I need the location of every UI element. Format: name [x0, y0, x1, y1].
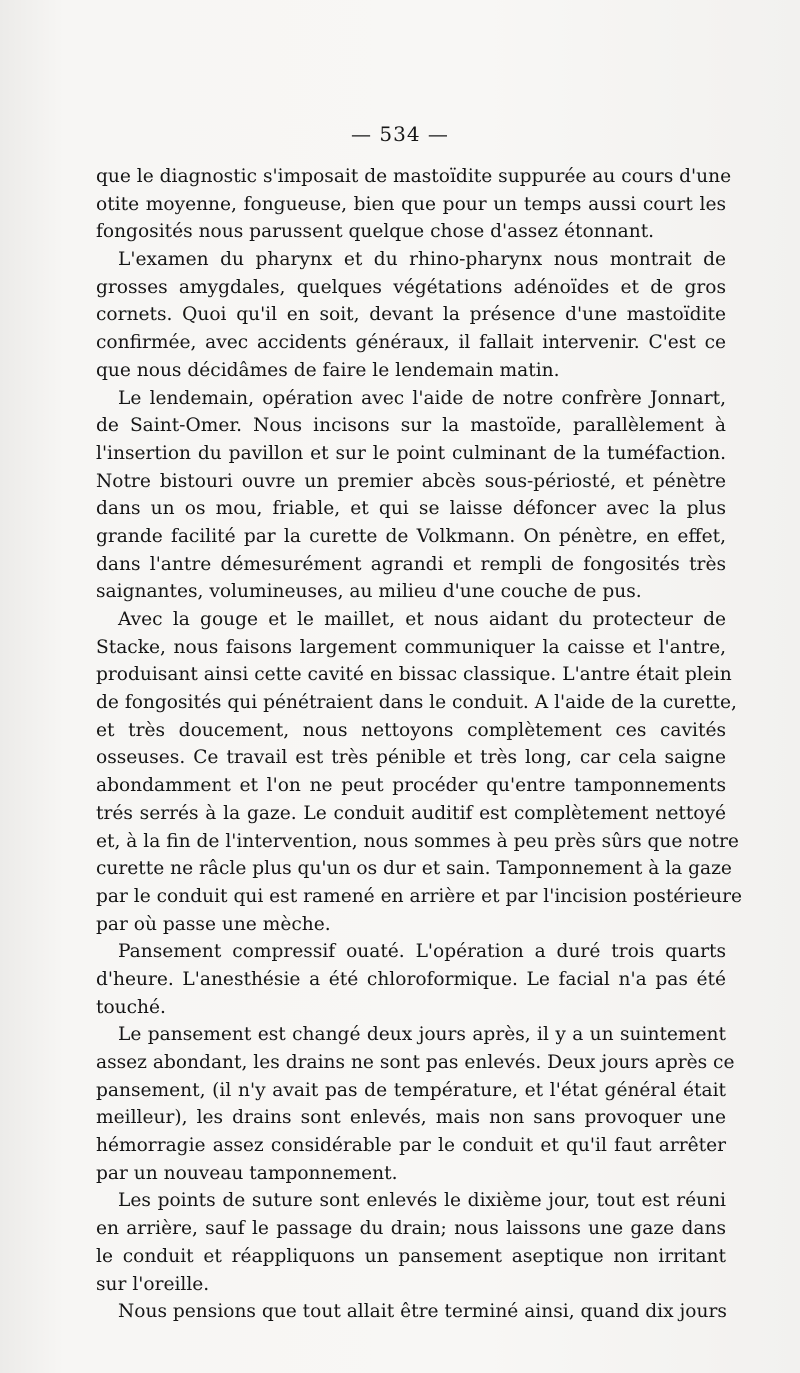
text-line: hémorragie assez considérable par le conduit et qu'il faut arrêter: [96, 1135, 726, 1157]
text-line: fongosités nous parussent quelque chose d'assez étonnant.: [96, 221, 655, 243]
body-text: [96, 163, 743, 1326]
text-line: otite moyenne, fongueuse, bien que pour un temps aussi court les: [96, 193, 726, 215]
text-line: Nous pensions que tout allait être terminé ainsi, quand dix jours: [118, 1301, 727, 1323]
text-line: cornets. Quoi qu'il en soit, devant la présence d'une mastoïdite: [96, 304, 726, 326]
text-line: Les points de suture sont enlevés le dixième jour, tout est réuni: [118, 1190, 726, 1212]
text-line: Le pansement est changé deux jours après, il y a un suintement: [118, 1024, 726, 1046]
text-line: et très doucement, nous nettoyons complètement ces cavités: [96, 719, 726, 741]
text-line: L'examen du pharynx et du rhino-pharynx nous montrait de: [118, 249, 726, 271]
text-line: que le diagnostic s'imposait de mastoïdite suppurée au cours d'une: [96, 166, 732, 187]
text-line: l'insertion du pavillon et sur le point culminant de la tuméfaction.: [96, 442, 726, 464]
text-line: dans un os mou, friable, et qui se laisse défoncer avec la plus: [96, 498, 726, 520]
text-line: trés serrés à la gaze. Le conduit auditif est complètement nettoyé: [96, 802, 726, 824]
text-line: produisant ainsi cette cavité en bissac classique. L'antre était plein: [96, 664, 732, 686]
text-line: le conduit et réappliquons un pansement aseptique non irritant: [96, 1245, 726, 1267]
text-line: de fongosités qui pénétraient dans le conduit. A l'aide de la curette,: [96, 692, 737, 714]
text-line: de Saint-Omer. Nous incisons sur la mastoïde, parallèlement à: [96, 415, 726, 437]
text-line: Stacke, nous faisons largement communiquer la caisse et l'antre,: [96, 636, 726, 658]
text-line: curette ne râcle plus qu'un os dur et sain. Tamponnement à la gaze: [96, 858, 732, 880]
text-line: saignantes, volumineuses, au milieu d'une couche de pus.: [96, 581, 642, 603]
text-line: assez abondant, les drains ne sont pas enlevés. Deux jours après ce: [96, 1052, 735, 1073]
text-line: par où passe une mèche.: [96, 913, 331, 935]
text-line: que nous décidâmes de faire le lendemain matin.: [96, 359, 560, 381]
text-line: abondamment et l'on ne peut procéder qu'entre tamponnements: [96, 775, 726, 797]
text-line: grosses amygdales, quelques végétations adénoïdes et de gros: [96, 276, 726, 298]
text-line: Pansement compressif ouaté. L'opération a duré trois quarts: [118, 941, 726, 963]
text-line: confirmée, avec accidents généraux, il fallait intervenir. C'est ce: [96, 332, 726, 354]
text-line: par un nouveau tamponnement.: [96, 1162, 398, 1184]
text-line: d'heure. L'anesthésie a été chloroformique. Le facial n'a pas été: [96, 968, 726, 990]
text-line: sur l'oreille.: [96, 1273, 210, 1295]
text-line: meilleur), les drains sont enlevés, mais non sans provoquer une: [96, 1107, 726, 1129]
text-line: osseuses. Ce travail est très pénible et très long, car cela saigne: [96, 747, 726, 769]
page-number: — 534 —: [351, 122, 449, 146]
text-line: Avec la gouge et le maillet, et nous aidant du protecteur de: [118, 609, 726, 630]
text-line: et, à la fin de l'intervention, nous sommes à peu près sûrs que notre: [96, 830, 739, 852]
text-line: Notre bistouri ouvre un premier abcès sous-périosté, et pénètre: [96, 470, 726, 492]
text-line: Le lendemain, opération avec l'aide de notre confrère Jonnart,: [118, 387, 726, 409]
text-line: grande facilité par la curette de Volkmann. On pénètre, en effet,: [96, 525, 726, 547]
text-line: pansement, (il n'y avait pas de température, et l'état général était: [96, 1079, 726, 1101]
text-line: dans l'antre démesurément agrandi et rempli de fongosités très: [96, 553, 726, 575]
text-line: par le conduit qui est ramené en arrière et par l'incision postérieure: [96, 885, 743, 907]
text-line: touché.: [96, 996, 166, 1018]
text-line: en arrière, sauf le passage du drain; nous laissons une gaze dans: [96, 1218, 726, 1240]
